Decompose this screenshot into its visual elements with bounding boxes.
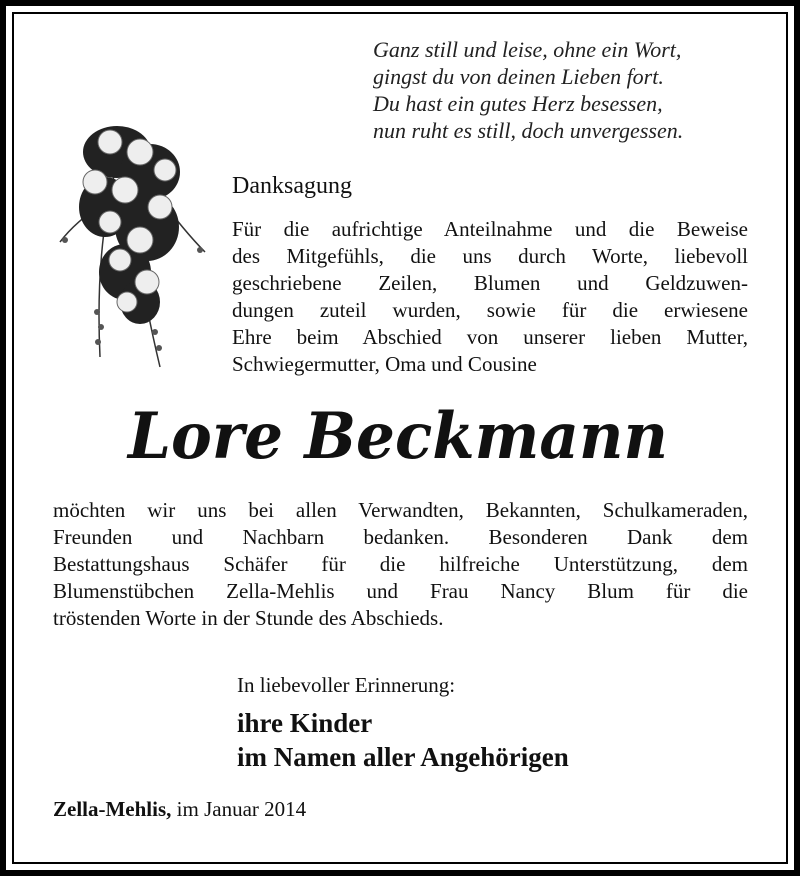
poem-line: gingst du von deinen Lieben fort. <box>373 64 664 89</box>
intro-line: Für die aufrichtige Anteilnahme und die Beweise <box>232 217 748 241</box>
place-date-text: im Januar 2014 <box>176 797 307 821</box>
orchid-bouquet-image <box>55 112 215 372</box>
place-city: Zella-Mehlis, <box>53 797 172 821</box>
poem-line: nun ruht es still, doch unvergessen. <box>373 118 684 143</box>
deceased-name-text: Lore Beckmann <box>126 399 668 474</box>
signers <box>237 706 569 774</box>
body-line: Blumenstübchen Zella-Mehlis und Frau Nancy Blum für die <box>53 579 748 603</box>
deceased-name <box>118 392 678 484</box>
intro-line: dungen zuteil wurden, sowie für die erwiesene <box>232 298 748 322</box>
signers-line: im Namen aller Angehörigen <box>237 742 569 772</box>
body-line: möchten wir uns bei allen Verwandten, Bekannten, Schulkameraden, <box>53 498 748 522</box>
body-paragraph <box>53 497 748 632</box>
intro-line: des Mitgefühls, die uns durch Worte, liebevoll <box>232 244 748 268</box>
body-line: Freunden und Nachbarn bedanken. Besonderen Dank dem <box>53 525 748 549</box>
poem-line: Ganz still und leise, ohne ein Wort, <box>373 37 682 62</box>
body-line: Bestattungshaus Schäfer für die hilfreiche Unterstützung, dem <box>53 552 748 576</box>
intro-line: Ehre beim Abschied von unserer lieben Mutter, <box>232 325 748 349</box>
place-date <box>53 796 306 823</box>
heading-danksagung: Danksagung <box>232 173 352 199</box>
body-line: tröstenden Worte in der Stunde des Abschieds. <box>53 606 444 630</box>
poem <box>373 36 773 144</box>
intro-line: geschriebene Zeilen, Blumen und Geldzuwen- <box>232 271 748 295</box>
intro-paragraph <box>232 216 748 378</box>
signers-line: ihre Kinder <box>237 708 373 738</box>
closing-phrase: In liebevoller Erinnerung: <box>237 673 456 697</box>
poem-line: Du hast ein gutes Herz besessen, <box>373 91 663 116</box>
intro-line: Schwiegermutter, Oma und Cousine <box>232 352 537 376</box>
